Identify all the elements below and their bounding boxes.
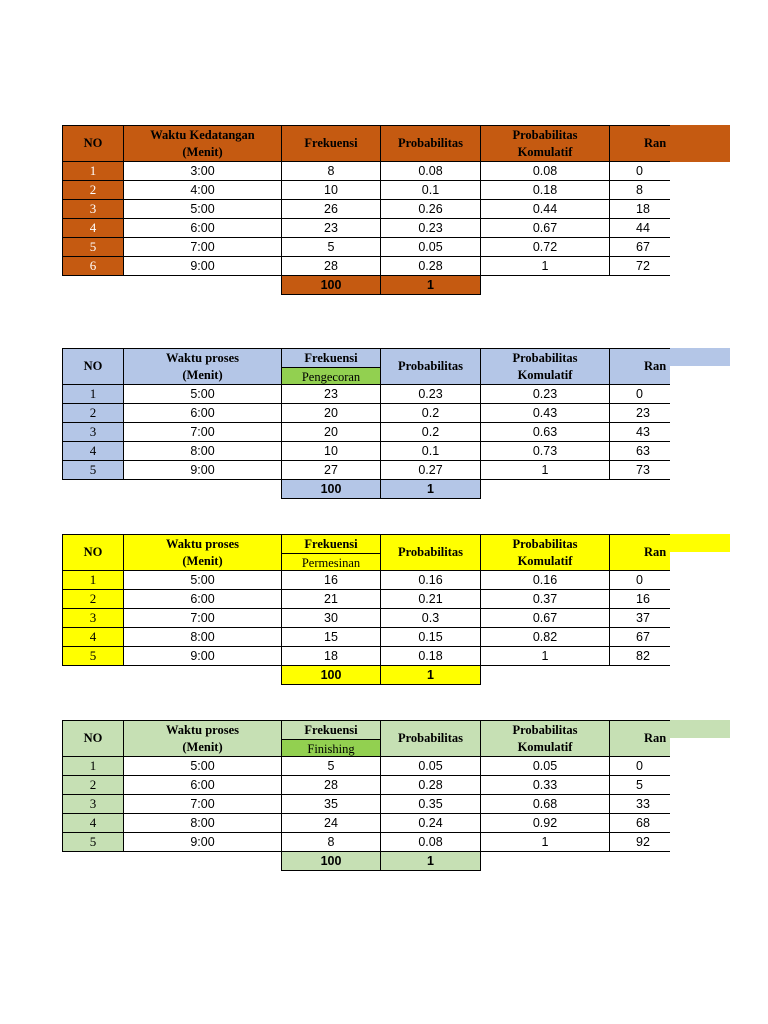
cell-frekuensi: 15	[281, 627, 381, 647]
header-komulatif	[480, 348, 610, 385]
cell-frekuensi: 20	[281, 403, 381, 423]
cell-frekuensi: 8	[281, 161, 381, 181]
cell-random: 0	[609, 384, 670, 404]
total-frekuensi: 100	[281, 665, 381, 685]
header-random: Ran	[609, 348, 670, 385]
cell-waktu: 9:00	[123, 832, 282, 852]
cell-waktu: 7:00	[123, 608, 282, 628]
header-no: NO	[62, 534, 124, 571]
cell-no: 2	[62, 589, 124, 609]
cell-probabilitas: 0.1	[380, 180, 481, 200]
cell-no: 6	[62, 256, 124, 276]
cell-komulatif: 0.73	[480, 441, 610, 461]
cell-waktu: 7:00	[123, 422, 282, 442]
cell-komulatif: 1	[480, 256, 610, 276]
header-waktu-line1: Waktu proses	[165, 536, 240, 551]
cell-frekuensi: 10	[281, 180, 381, 200]
cell-random: 0	[609, 161, 670, 181]
header-komulatif-line1: Probabilitas	[512, 127, 578, 142]
cell-no: 2	[62, 180, 124, 200]
header-frekuensi-sub: Pengecoran	[282, 367, 380, 385]
header-komulatif-line1: Probabilitas	[512, 536, 578, 551]
cell-waktu: 6:00	[123, 775, 282, 795]
cell-probabilitas: 0.28	[380, 775, 481, 795]
cell-frekuensi: 10	[281, 441, 381, 461]
cell-frekuensi: 28	[281, 775, 381, 795]
cell-frekuensi: 8	[281, 832, 381, 852]
cell-frekuensi: 26	[281, 199, 381, 219]
header-probabilitas: Probabilitas	[380, 125, 481, 162]
cell-frekuensi: 5	[281, 237, 381, 257]
cell-random: 8	[609, 180, 670, 200]
total-probabilitas: 1	[380, 665, 481, 685]
cell-waktu: 6:00	[123, 218, 282, 238]
cell-no: 2	[62, 775, 124, 795]
cell-komulatif: 1	[480, 646, 610, 666]
header-komulatif-line2: Komulatif	[517, 367, 573, 382]
cell-waktu: 5:00	[123, 570, 282, 590]
cell-frekuensi: 23	[281, 384, 381, 404]
cell-komulatif: 1	[480, 460, 610, 480]
cell-waktu: 7:00	[123, 237, 282, 257]
cell-komulatif: 0.33	[480, 775, 610, 795]
header-frekuensi	[281, 534, 381, 571]
header-frekuensi	[281, 348, 381, 385]
cell-random: 68	[609, 813, 670, 833]
total-probabilitas: 1	[380, 479, 481, 499]
cell-komulatif: 0.18	[480, 180, 610, 200]
cell-frekuensi: 23	[281, 218, 381, 238]
header-waktu-line1: Waktu proses	[165, 722, 240, 737]
cell-frekuensi: 35	[281, 794, 381, 814]
cell-waktu: 3:00	[123, 161, 282, 181]
header-extension	[670, 720, 730, 738]
header-waktu	[123, 534, 282, 571]
total-frekuensi: 100	[281, 851, 381, 871]
cell-random: 33	[609, 794, 670, 814]
header-frekuensi-label: Frekuensi	[304, 537, 358, 551]
cell-waktu: 9:00	[123, 256, 282, 276]
cell-random: 5	[609, 775, 670, 795]
header-waktu-line2: (Menit)	[182, 144, 223, 159]
header-no: NO	[62, 348, 124, 385]
cell-waktu: 4:00	[123, 180, 282, 200]
cell-random: 37	[609, 608, 670, 628]
cell-no: 1	[62, 384, 124, 404]
cell-random: 23	[609, 403, 670, 423]
total-frekuensi: 100	[281, 479, 381, 499]
cell-frekuensi: 27	[281, 460, 381, 480]
cell-probabilitas: 0.28	[380, 256, 481, 276]
header-waktu-line2: (Menit)	[182, 367, 223, 382]
header-waktu-line2: (Menit)	[182, 739, 223, 754]
cell-frekuensi: 20	[281, 422, 381, 442]
cell-no: 3	[62, 608, 124, 628]
cell-random: 67	[609, 627, 670, 647]
cell-probabilitas: 0.23	[380, 384, 481, 404]
header-waktu	[123, 720, 282, 757]
cell-probabilitas: 0.3	[380, 608, 481, 628]
header-probabilitas: Probabilitas	[380, 720, 481, 757]
header-waktu-line2: (Menit)	[182, 553, 223, 568]
header-random: Ran	[609, 720, 670, 757]
cell-komulatif: 0.43	[480, 403, 610, 423]
cell-waktu: 8:00	[123, 441, 282, 461]
header-komulatif-line2: Komulatif	[517, 144, 573, 159]
header-no: NO	[62, 125, 124, 162]
header-komulatif	[480, 720, 610, 757]
cell-probabilitas: 0.05	[380, 237, 481, 257]
cell-no: 1	[62, 570, 124, 590]
cell-no: 2	[62, 403, 124, 423]
header-komulatif	[480, 125, 610, 162]
cell-frekuensi: 18	[281, 646, 381, 666]
header-probabilitas: Probabilitas	[380, 348, 481, 385]
cell-no: 4	[62, 441, 124, 461]
cell-frekuensi: 5	[281, 756, 381, 776]
header-frekuensi-label: Frekuensi	[304, 723, 358, 737]
cell-probabilitas: 0.2	[380, 422, 481, 442]
header-frekuensi: Frekuensi	[281, 125, 381, 162]
cell-probabilitas: 0.1	[380, 441, 481, 461]
header-komulatif-line1: Probabilitas	[512, 350, 578, 365]
cell-no: 5	[62, 237, 124, 257]
total-probabilitas: 1	[380, 275, 481, 295]
cell-random: 92	[609, 832, 670, 852]
cell-no: 5	[62, 460, 124, 480]
cell-no: 4	[62, 218, 124, 238]
cell-komulatif: 0.72	[480, 237, 610, 257]
cell-probabilitas: 0.26	[380, 199, 481, 219]
cell-probabilitas: 0.18	[380, 646, 481, 666]
cell-komulatif: 0.67	[480, 218, 610, 238]
cell-probabilitas: 0.24	[380, 813, 481, 833]
cell-random: 0	[609, 756, 670, 776]
header-frekuensi	[281, 720, 381, 757]
header-komulatif-line2: Komulatif	[517, 739, 573, 754]
cell-waktu: 7:00	[123, 794, 282, 814]
cell-no: 3	[62, 199, 124, 219]
cell-waktu: 5:00	[123, 756, 282, 776]
cell-frekuensi: 21	[281, 589, 381, 609]
header-komulatif-line2: Komulatif	[517, 553, 573, 568]
cell-waktu: 9:00	[123, 646, 282, 666]
cell-komulatif: 0.82	[480, 627, 610, 647]
cell-komulatif: 0.44	[480, 199, 610, 219]
cell-probabilitas: 0.05	[380, 756, 481, 776]
total-frekuensi: 100	[281, 275, 381, 295]
cell-random: 73	[609, 460, 670, 480]
cell-no: 3	[62, 422, 124, 442]
cell-frekuensi: 28	[281, 256, 381, 276]
header-random: Ran	[609, 125, 670, 162]
cell-no: 4	[62, 627, 124, 647]
cell-random: 82	[609, 646, 670, 666]
cell-probabilitas: 0.15	[380, 627, 481, 647]
cell-probabilitas: 0.2	[380, 403, 481, 423]
cell-waktu: 9:00	[123, 460, 282, 480]
cell-probabilitas: 0.35	[380, 794, 481, 814]
total-probabilitas: 1	[380, 851, 481, 871]
cell-komulatif: 0.08	[480, 161, 610, 181]
header-probabilitas: Probabilitas	[380, 534, 481, 571]
header-komulatif	[480, 534, 610, 571]
cell-komulatif: 0.37	[480, 589, 610, 609]
cell-probabilitas: 0.08	[380, 161, 481, 181]
cell-probabilitas: 0.27	[380, 460, 481, 480]
cell-waktu: 5:00	[123, 384, 282, 404]
cell-komulatif: 0.68	[480, 794, 610, 814]
cell-komulatif: 0.16	[480, 570, 610, 590]
cell-komulatif: 0.23	[480, 384, 610, 404]
cell-random: 72	[609, 256, 670, 276]
cell-random: 16	[609, 589, 670, 609]
cell-no: 3	[62, 794, 124, 814]
cell-random: 67	[609, 237, 670, 257]
cell-komulatif: 0.92	[480, 813, 610, 833]
cell-komulatif: 0.67	[480, 608, 610, 628]
cell-komulatif: 0.05	[480, 756, 610, 776]
cell-komulatif: 0.63	[480, 422, 610, 442]
cell-waktu: 5:00	[123, 199, 282, 219]
cell-random: 43	[609, 422, 670, 442]
cell-random: 44	[609, 218, 670, 238]
cell-komulatif: 1	[480, 832, 610, 852]
cell-no: 1	[62, 756, 124, 776]
cell-waktu: 6:00	[123, 589, 282, 609]
header-waktu-line1: Waktu Kedatangan	[150, 127, 255, 142]
header-frekuensi-sub: Permesinan	[282, 553, 380, 571]
header-extension	[670, 348, 730, 366]
cell-probabilitas: 0.23	[380, 218, 481, 238]
cell-no: 1	[62, 161, 124, 181]
cell-probabilitas: 0.21	[380, 589, 481, 609]
cell-waktu: 8:00	[123, 627, 282, 647]
cell-waktu: 8:00	[123, 813, 282, 833]
header-frekuensi-label: Frekuensi	[304, 351, 358, 365]
header-extension	[670, 534, 730, 552]
header-waktu-line1: Waktu proses	[165, 350, 240, 365]
cell-no: 5	[62, 832, 124, 852]
cell-probabilitas: 0.16	[380, 570, 481, 590]
cell-random: 18	[609, 199, 670, 219]
cell-random: 0	[609, 570, 670, 590]
cell-probabilitas: 0.08	[380, 832, 481, 852]
header-random: Ran	[609, 534, 670, 571]
cell-waktu: 6:00	[123, 403, 282, 423]
cell-frekuensi: 24	[281, 813, 381, 833]
header-waktu	[123, 348, 282, 385]
header-extension	[670, 125, 730, 162]
cell-frekuensi: 16	[281, 570, 381, 590]
cell-no: 4	[62, 813, 124, 833]
header-waktu	[123, 125, 282, 162]
cell-no: 5	[62, 646, 124, 666]
header-komulatif-line1: Probabilitas	[512, 722, 578, 737]
cell-random: 63	[609, 441, 670, 461]
header-no: NO	[62, 720, 124, 757]
cell-frekuensi: 30	[281, 608, 381, 628]
header-frekuensi-sub: Finishing	[282, 739, 380, 757]
